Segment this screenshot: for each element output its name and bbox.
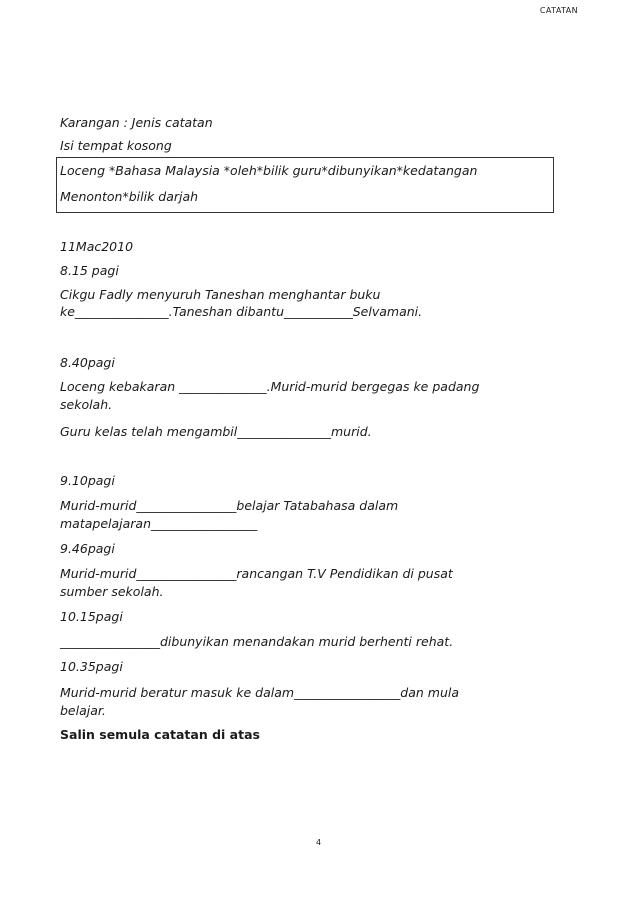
entry-text: sumber sekolah. <box>60 584 164 599</box>
entry-text: Cikgu Fadly menyuruh Taneshan menghantar buku <box>60 287 381 302</box>
page-number: 4 <box>316 838 322 847</box>
entry-text: Murid-murid________________rancangan T.V Pendidikan di pusat <box>60 566 453 581</box>
entry-text: Murid-murid________________belajar Tatabahasa dalam <box>60 498 399 513</box>
entry-time: 10.15pagi <box>60 609 123 624</box>
entry-text: ke_______________.Taneshan dibantu___________Selvamani. <box>60 304 423 319</box>
page-header: CATATAN <box>539 6 578 15</box>
word-box-line-1: Loceng *Bahasa Malaysia *oleh*bilik guru*dibunyikan*kedatangan <box>60 163 478 178</box>
entry-text: Loceng kebakaran ______________.Murid-murid bergegas ke padang <box>60 379 480 394</box>
word-box-line-2: Menonton*bilik darjah <box>60 189 199 204</box>
entry-time: 9.10pagi <box>60 473 115 488</box>
entry-time: 8.15 pagi <box>60 263 119 278</box>
entry-text: sekolah. <box>60 397 113 412</box>
entry-time: 8.40pagi <box>60 355 115 370</box>
entry-date: 11Mac2010 <box>60 239 134 254</box>
entry-text: Murid-murid beratur masuk ke dalam_________________dan mula <box>60 685 460 700</box>
entry-text: matapelajaran_________________ <box>60 516 258 531</box>
entry-time: 10.35pagi <box>60 659 123 674</box>
entry-text: ________________dibunyikan menandakan murid berhenti rehat. <box>60 634 454 649</box>
entry-text: belajar. <box>60 703 106 718</box>
essay-title: Karangan : Jenis catatan <box>60 115 213 130</box>
entry-text: Guru kelas telah mengambil_______________murid. <box>60 424 372 439</box>
instruction-subtitle: Isi tempat kosong <box>60 138 172 153</box>
entry-time: 9.46pagi <box>60 541 115 556</box>
copy-instruction: Salin semula catatan di atas <box>60 727 260 742</box>
